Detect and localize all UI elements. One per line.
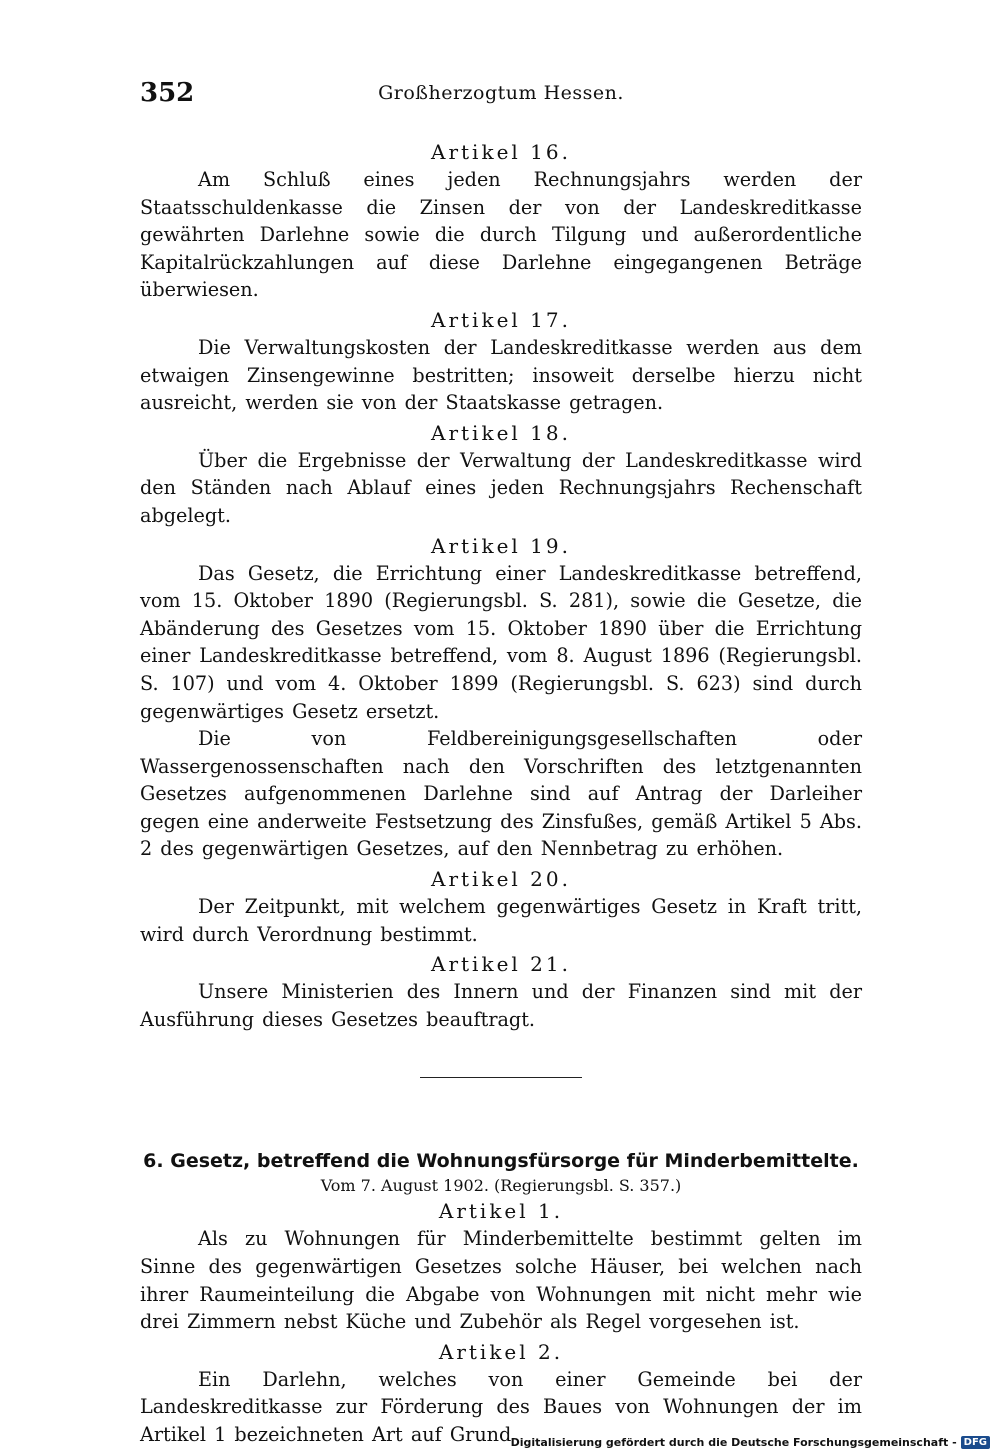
- article-paragraph: Ein Darlehn, welches von einer Gemeinde bei der Landeskreditkasse zur Förderung des Baues von Wohnungen der im Artikel 1 bezeichneten Art auf Grund: [140, 1367, 862, 1446]
- footer-text: Digitalisierung gefördert durch die Deutsche Forschungsgemeinschaft -: [510, 1436, 957, 1449]
- digitization-footer: [511, 1436, 990, 1449]
- article-paragraph: Die von Feldbereinigungsgesellschaften oder Wassergenossenschaften nach den Vorschriften des letztgenannten Gesetzes aufgenommenen Darlehne sind auf Antrag der Darleiher gegen eine anderweite Festsetzung des Zinsfußes, gemäß Artikel 5 Abs. 2 des gegenwärtigen Gesetzes, auf den Nennbetrag zu erhöhen.: [140, 727, 862, 861]
- articles-section-1: [140, 138, 862, 1035]
- article-paragraph: Unsere Ministerien des Innern und der Finanzen sind mit der Ausführung dieses Gesetzes beauftragt.: [140, 980, 862, 1031]
- article-heading: Artikel 16.: [431, 140, 571, 164]
- page-content: [140, 138, 862, 1451]
- article-paragraph: Über die Ergebnisse der Verwaltung der Landeskreditkasse wird den Ständen nach Ablauf eines jeden Rechnungsjahrs Rechenschaft abgelegt.: [140, 448, 862, 527]
- article-heading: Artikel 1.: [438, 1199, 564, 1224]
- section-separator: [140, 1035, 862, 1147]
- law-title: 6. Gesetz, betreffend die Wohnungsfürsorge für Minderbemittelte.: [143, 1150, 859, 1173]
- page-number: 352: [140, 78, 195, 108]
- article-paragraph: Die Verwaltungskosten der Landeskreditkasse werden aus dem etwaigen Zinsengewinne bestritten; insoweit derselbe hierzu nicht ausreicht, werden sie von der Staatskasse getragen.: [140, 335, 862, 415]
- article-heading: Artikel 21.: [431, 952, 571, 977]
- separator-rule: [420, 1077, 582, 1078]
- law-date: Vom 7. August 1902. (Regierungsbl. S. 357.): [320, 1176, 682, 1196]
- running-title: Großherzogtum Hessen.: [378, 82, 624, 104]
- articles-section-2: [140, 1197, 862, 1450]
- article-paragraph: Am Schluß eines jeden Rechnungsjahrs werden der Staatsschuldenkasse die Zinsen der von der Landeskreditkasse gewährten Darlehne sowie die durch Tilgung und außerordentliche Kapitalrückzahlungen auf diese Darlehne eingegangenen Beträge überwiesen.: [140, 168, 862, 302]
- page-header: [140, 78, 862, 114]
- article-paragraph: Das Gesetz, die Errichtung einer Landeskreditkasse betreffend, vom 15. Oktober 1890 (Regierungsbl. S. 281), sowie die Gesetze, die Abänderung des Gesetzes vom 15. Oktober 1890 über die Errichtung einer Landeskreditkasse betreffend, vom 8. August 1896 (Regierungsbl. S. 107) und vom 4. Oktober 1899 (Regierungsbl. S. 623) sind durch gegenwärtiges Gesetz ersetzt.: [140, 561, 862, 723]
- article-paragraph: Als zu Wohnungen für Minderbemittelte bestimmt gelten im Sinne des gegenwärtigen Gesetzes solche Häuser, bei welchen nach ihrer Raumeinteilung die Abgabe von Wohnungen mit nicht mehr wie drei Zimmern nebst Küche und Zubehör als Regel vorgesehen ist.: [140, 1227, 862, 1334]
- article-heading: Artikel 17.: [431, 307, 571, 332]
- article-heading: Artikel 20.: [431, 867, 571, 892]
- article-heading: Artikel 19.: [431, 533, 571, 558]
- article-heading: Artikel 18.: [431, 420, 571, 445]
- article-paragraph: Der Zeitpunkt, mit welchem gegenwärtiges Gesetz in Kraft tritt, wird durch Verordnung bestimmt.: [140, 895, 862, 946]
- dfg-logo-icon: DFG: [961, 1436, 990, 1449]
- article-heading: Artikel 2.: [438, 1339, 564, 1364]
